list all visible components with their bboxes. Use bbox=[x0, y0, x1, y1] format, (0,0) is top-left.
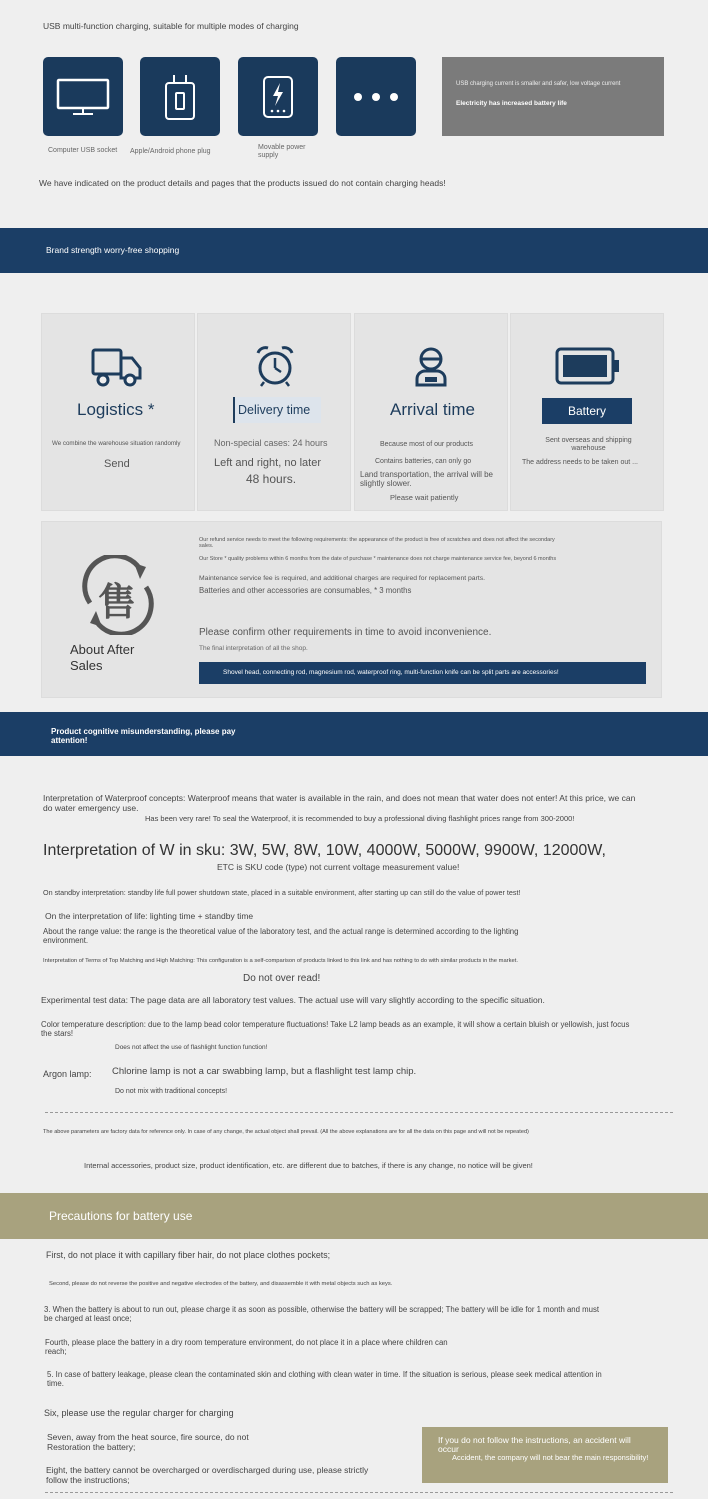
after-sales-line2: Our Store * quality problems within 6 months from the date of purchase * maintenance does not charge maintenance service fee, beyond 6 months bbox=[199, 556, 557, 562]
usb-note-line2: Electricity has increased battery life bbox=[456, 100, 567, 107]
w-interpretation-title: Interpretation of W in sku: 3W, 5W, 8W, 10W, 4000W, 5000W, 9900W, 12000W, bbox=[43, 842, 606, 859]
service-card-arrival bbox=[354, 313, 508, 511]
battery-line1: Sent overseas and shipping warehouse bbox=[545, 437, 632, 452]
logistics-line2: Send bbox=[104, 458, 130, 470]
after-sales-line3: Maintenance service fee is required, and additional charges are required for replacement parts. bbox=[199, 575, 486, 582]
delivery-title: Delivery time bbox=[238, 403, 311, 417]
after-sales-line4: Batteries and other accessories are consumables, * 3 months bbox=[199, 586, 412, 595]
caption-computer: Computer USB socket bbox=[48, 147, 118, 154]
after-sales-card bbox=[41, 521, 662, 698]
arrival-line1: Because most of our products bbox=[380, 441, 473, 448]
precaution-item-1: First, do not place it with capillary fiber hair, do not place clothes pockets; bbox=[46, 1250, 331, 1260]
usb-note-line1: USB charging current is smaller and safer, low voltage current bbox=[456, 81, 621, 87]
responsibility-warning-box bbox=[422, 1427, 668, 1483]
usb-note-box bbox=[442, 57, 664, 136]
battery-line2: The address needs to be taken out ... bbox=[522, 459, 638, 466]
battery-icon bbox=[555, 347, 621, 385]
precaution-item-7: Seven, away from the heat source, fire source, do not Restoration the battery; bbox=[47, 1432, 249, 1452]
warning-line1: If you do not follow the instructions, an accident will occur bbox=[438, 1435, 631, 1455]
computer-usb-tile bbox=[43, 57, 123, 136]
more-options-tile bbox=[336, 57, 416, 136]
service-card-battery bbox=[510, 313, 664, 511]
standby-text: On standby interpretation: standby life full power shutdown state, placed in a suitable environment, after starting up can still do the value of power test! bbox=[43, 888, 521, 897]
after-sales-line1: Our refund service needs to meet the following requirements: the appearance of the product is free of scratches and does not affect the secondary sales. bbox=[199, 537, 555, 550]
arrival-line4: Please wait patiently bbox=[390, 493, 459, 502]
phone-plug-tile bbox=[140, 57, 220, 136]
truck-icon bbox=[90, 345, 144, 389]
overread-text: Do not over read! bbox=[243, 973, 321, 984]
waterproof-rare-text: Has been very rare! To seal the Waterproof, it is recommended to buy a professional diving flashlight prices range from 300-2000! bbox=[145, 814, 575, 823]
customer-service-icon bbox=[411, 345, 451, 387]
argon-label: Argon lamp: bbox=[43, 1069, 92, 1079]
misunderstanding-banner bbox=[0, 712, 708, 756]
service-card-delivery bbox=[197, 313, 351, 511]
after-sales-title: About After Sales bbox=[70, 642, 135, 674]
arrival-line3: Land transportation, the arrival will be slightly slower. bbox=[360, 470, 493, 488]
after-sales-line6: The final interpretation of all the shop. bbox=[199, 645, 308, 652]
caption-power: Movable power supply bbox=[258, 144, 306, 159]
matching-text: Interpretation of Terms of Top Matching and High Matching: This configuration is a self-comparison of products linked to this link and has nothing to do with similar products in the market. bbox=[43, 958, 518, 964]
w-interpretation-sub: ETC is SKU code (type) not current voltage measurement value! bbox=[217, 862, 460, 872]
precautions-banner-text: Precautions for battery use bbox=[49, 1209, 193, 1223]
arrival-title: Arrival time bbox=[390, 400, 476, 419]
color-temp-text: Color temperature description: due to the lamp bead color temperature fluctuations! Take L2 lamp beads as an example, it will show a certain bluish or yellowish, just focus the stars! bbox=[41, 1020, 630, 1038]
accessories-bar-text: Shovel head, connecting rod, magnesium rod, waterproof ring, multi-function knife can be split parts are accessories! bbox=[223, 669, 559, 676]
alarm-clock-icon bbox=[254, 344, 296, 388]
power-bank-icon bbox=[261, 74, 295, 120]
precaution-item-4: Fourth, please place the battery in a dry room temperature environment, do not place it in a place where children can reach; bbox=[45, 1338, 448, 1356]
arrival-line2: Contains batteries, can only go bbox=[375, 458, 472, 465]
caption-phone: Apple/Android phone plug bbox=[130, 148, 211, 155]
logistics-title: Logistics * bbox=[77, 400, 155, 419]
life-text: On the interpretation of life: lighting time + standby time bbox=[45, 911, 254, 921]
monitor-icon bbox=[55, 77, 111, 117]
no-affect-text: Does not affect the use of flashlight function function! bbox=[115, 1044, 268, 1051]
no-mix-text: Do not mix with traditional concepts! bbox=[115, 1088, 228, 1095]
precaution-item-3: 3. When the battery is about to run out, please charge it as soon as possible, otherwise the battery will be scrapped; The battery will be idle for 1 month and must be charged at least once; bbox=[44, 1305, 600, 1323]
battery-title: Battery bbox=[568, 404, 607, 418]
delivery-line2: Left and right, no later bbox=[214, 457, 322, 469]
misunderstanding-banner-text: Product cognitive misunderstanding, please pay attention! bbox=[51, 727, 236, 745]
divider-dashed-2 bbox=[45, 1492, 673, 1493]
precaution-item-2: Second, please do not reverse the positive and negative electrodes of the battery, and disassemble it with metal objects such as keys. bbox=[49, 1281, 393, 1287]
no-charging-head-notice: We have indicated on the product details and pages that the products issued do not contain charging heads! bbox=[39, 178, 446, 188]
after-sales-line5: Please confirm other requirements in time to avoid inconvenience. bbox=[199, 627, 492, 638]
precaution-item-6: Six, please use the regular charger for charging bbox=[44, 1408, 234, 1418]
precaution-item-8: Eight, the battery cannot be overcharged or overdischarged during use, please strictly follow the instructions; bbox=[46, 1465, 369, 1485]
precaution-item-5: 5. In case of battery leakage, please clean the contaminated skin and clothing with clean water in time. If the situation is serious, please seek medical attention in time. bbox=[47, 1370, 602, 1388]
after-sales-glyph: 售 bbox=[98, 580, 137, 624]
factory-data-text: The above parameters are factory data for reference only. In case of any change, the actual object shall prevail. (All the above explanations are for all the data on this page and will not be repeated) bbox=[43, 1129, 529, 1135]
divider-dashed-1 bbox=[45, 1112, 673, 1113]
accessories-bar bbox=[199, 662, 646, 684]
precautions-banner bbox=[0, 1193, 708, 1239]
brand-banner-text: Brand strength worry-free shopping bbox=[46, 245, 180, 255]
delivery-line3: 48 hours. bbox=[246, 472, 297, 486]
service-card-logistics bbox=[41, 313, 195, 511]
power-bank-tile bbox=[238, 57, 318, 136]
batches-text: Internal accessories, product size, product identification, etc. are different due to batches, if there is any change, no notice will be given! bbox=[84, 1161, 533, 1170]
argon-text: Chlorine lamp is not a car swabbing lamp, but a flashlight test lamp chip. bbox=[112, 1066, 417, 1077]
experimental-text: Experimental test data: The page data are all laboratory test values. The actual use will vary slightly according to the specific situation. bbox=[41, 995, 545, 1005]
range-text: About the range value: the range is the theoretical value of the laboratory test, and the actual range is determined according to the lighting environment. bbox=[43, 927, 519, 945]
waterproof-text: Interpretation of Waterproof concepts: Waterproof means that water is available in the rain, and does not mean that water does not enter! At this price, we can do water emergency use. bbox=[43, 793, 636, 813]
usb-plug-icon bbox=[163, 73, 197, 121]
warning-line2: Accident, the company will not bear the main responsibility! bbox=[452, 1453, 649, 1462]
logistics-line1: We combine the warehouse situation randomly bbox=[52, 440, 181, 447]
more-icon bbox=[353, 92, 399, 102]
brand-banner bbox=[0, 228, 708, 273]
usb-title: USB multi-function charging, suitable for multiple modes of charging bbox=[43, 21, 299, 31]
delivery-line1: Non-special cases: 24 hours bbox=[214, 438, 328, 448]
